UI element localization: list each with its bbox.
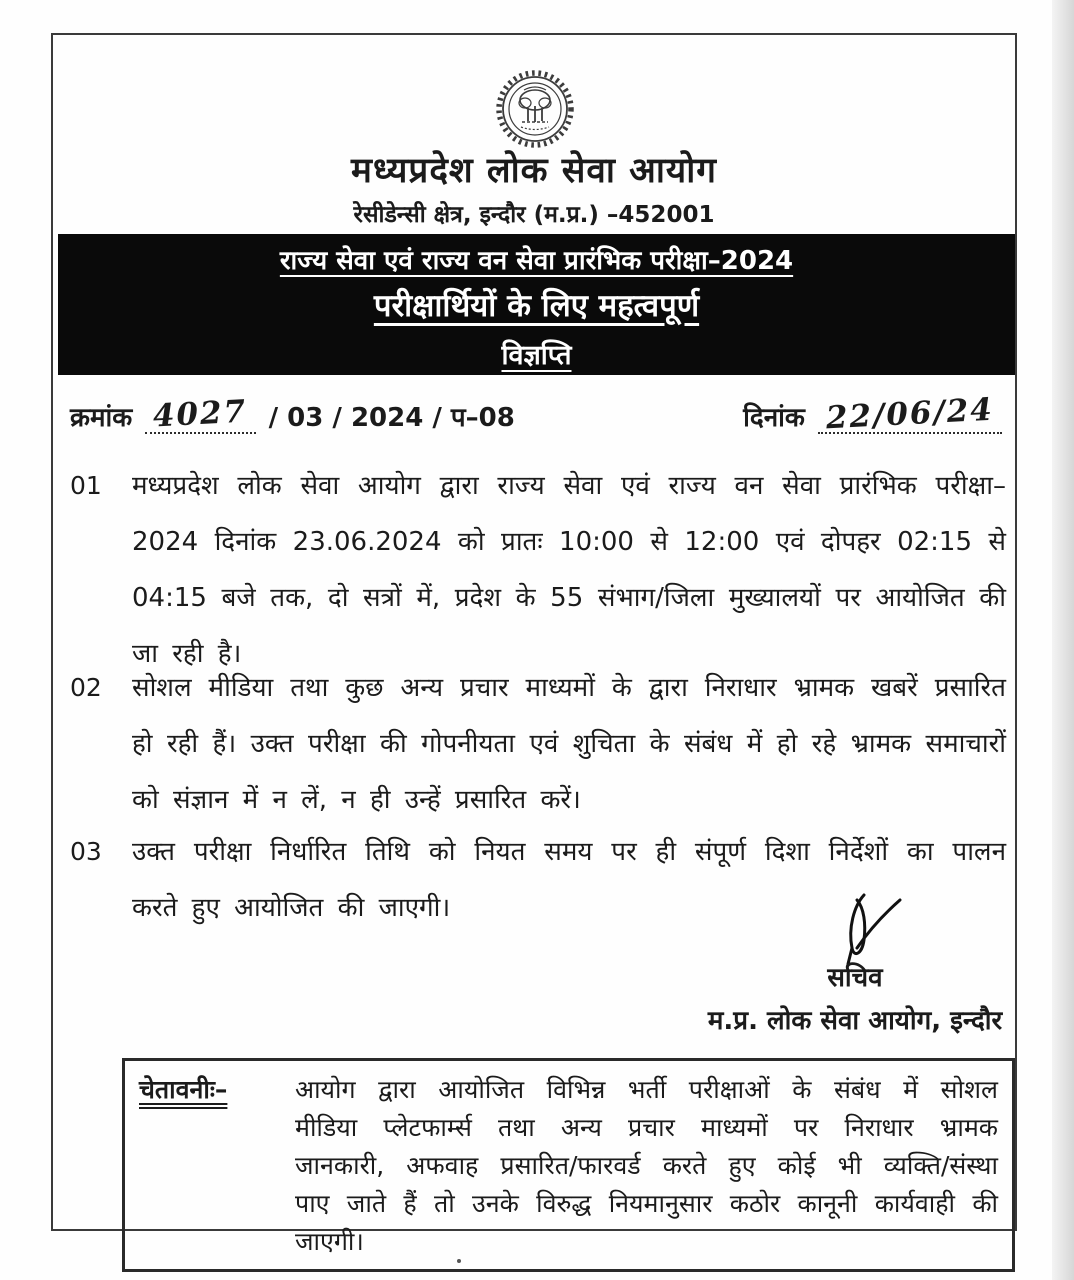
- warning-label: चेतावनीः–: [139, 1075, 228, 1104]
- paragraph-number: 01: [70, 471, 102, 500]
- warning-text: आयोग द्वारा आयोजित विभिन्न भर्ती परीक्षाओं के संबंध में सोशल मीडिया प्लेटफार्म्स तथा अन्य प्रचार माध्यमों पर निराधार भ्रामक जानकारी, अफवाह प्रसारित/फारवर्ड करते हुए कोई भी व्यक्ति/संस्था पाए जाते हैं तो उनके विरुद्ध नियमानुसार कठोर कानूनी कार्यवाही की जाएगी।: [295, 1075, 998, 1256]
- date-handwritten: 22/06/24: [824, 391, 995, 437]
- org-name: मध्यप्रदेश लोक सेवा आयोग: [351, 151, 717, 191]
- banner-subtitle: परीक्षार्थियों के लिए महत्वपूर्ण: [373, 288, 700, 324]
- notice-paragraph-2: [70, 660, 1006, 828]
- ref-number-suffix: / 03 / 2024 / प–08: [268, 403, 515, 433]
- paragraph-number: 03: [70, 837, 102, 866]
- notice-banner: [58, 234, 1015, 375]
- warning-box: [122, 1058, 1015, 1272]
- ref-label: क्रमांक: [70, 403, 133, 433]
- banner-exam-title: राज्य सेवा एवं राज्य वन सेवा प्रारंभिक परीक्षा–2024: [279, 246, 794, 276]
- signatory-title: सचिव: [827, 963, 883, 993]
- photo-speck: [457, 1259, 461, 1263]
- date-underline: [818, 391, 1002, 437]
- paragraph-text: सोशल मीडिया तथा कुछ अन्य प्रचार माध्यमों के द्वारा निराधार भ्रामक खबरें प्रसारित हो रही हैं। उक्त परीक्षा की गोपनीयता एवं शुचिता के संबंध में हो रहे भ्रामक समाचारों को संज्ञान में न लें, न ही उन्हें प्रसारित करें।: [132, 673, 1006, 815]
- ref-number-underline: [145, 393, 255, 435]
- ref-number-handwritten: 4027: [152, 393, 249, 435]
- date-field: [743, 391, 1006, 437]
- banner-notice-word: विज्ञप्ति: [501, 340, 572, 371]
- signatory-block: [705, 958, 1005, 1037]
- signature-icon: [812, 890, 907, 968]
- paragraph-number: 02: [70, 673, 102, 702]
- notice-paragraph-1: [70, 458, 1006, 682]
- signatory-org: म.प्र. लोक सेवा आयोग, इन्दौर: [707, 1006, 1003, 1036]
- org-address: रेसीडेन्सी क्षेत्र, इन्दौर (म.प्र.) –452001: [353, 202, 715, 228]
- paragraph-text: मध्यप्रदेश लोक सेवा आयोग द्वारा राज्य सेवा एवं राज्य वन सेवा प्रारंभिक परीक्षा–2024 दिनांक 23.06.2024 को प्रातः 10:00 से 12:00 एवं दोपहर 02:15 से 04:15 बजे तक, दो सत्रों में, प्रदेश के 55 संभाग/जिला मुख्यालयों पर आयोजित की जा रही है।: [132, 471, 1006, 669]
- ref-number: [70, 393, 515, 435]
- ref-number-line: [70, 391, 1006, 437]
- paragraph-text: उक्त परीक्षा निर्धारित तिथि को नियत समय पर ही संपूर्ण दिशा निर्देशों का पालन करते हुए आयोजित की जाएगी।: [132, 837, 1006, 923]
- mppsc-seal-icon: [494, 66, 576, 152]
- date-label: दिनांक: [743, 403, 805, 433]
- photo-edge: [1052, 0, 1074, 1280]
